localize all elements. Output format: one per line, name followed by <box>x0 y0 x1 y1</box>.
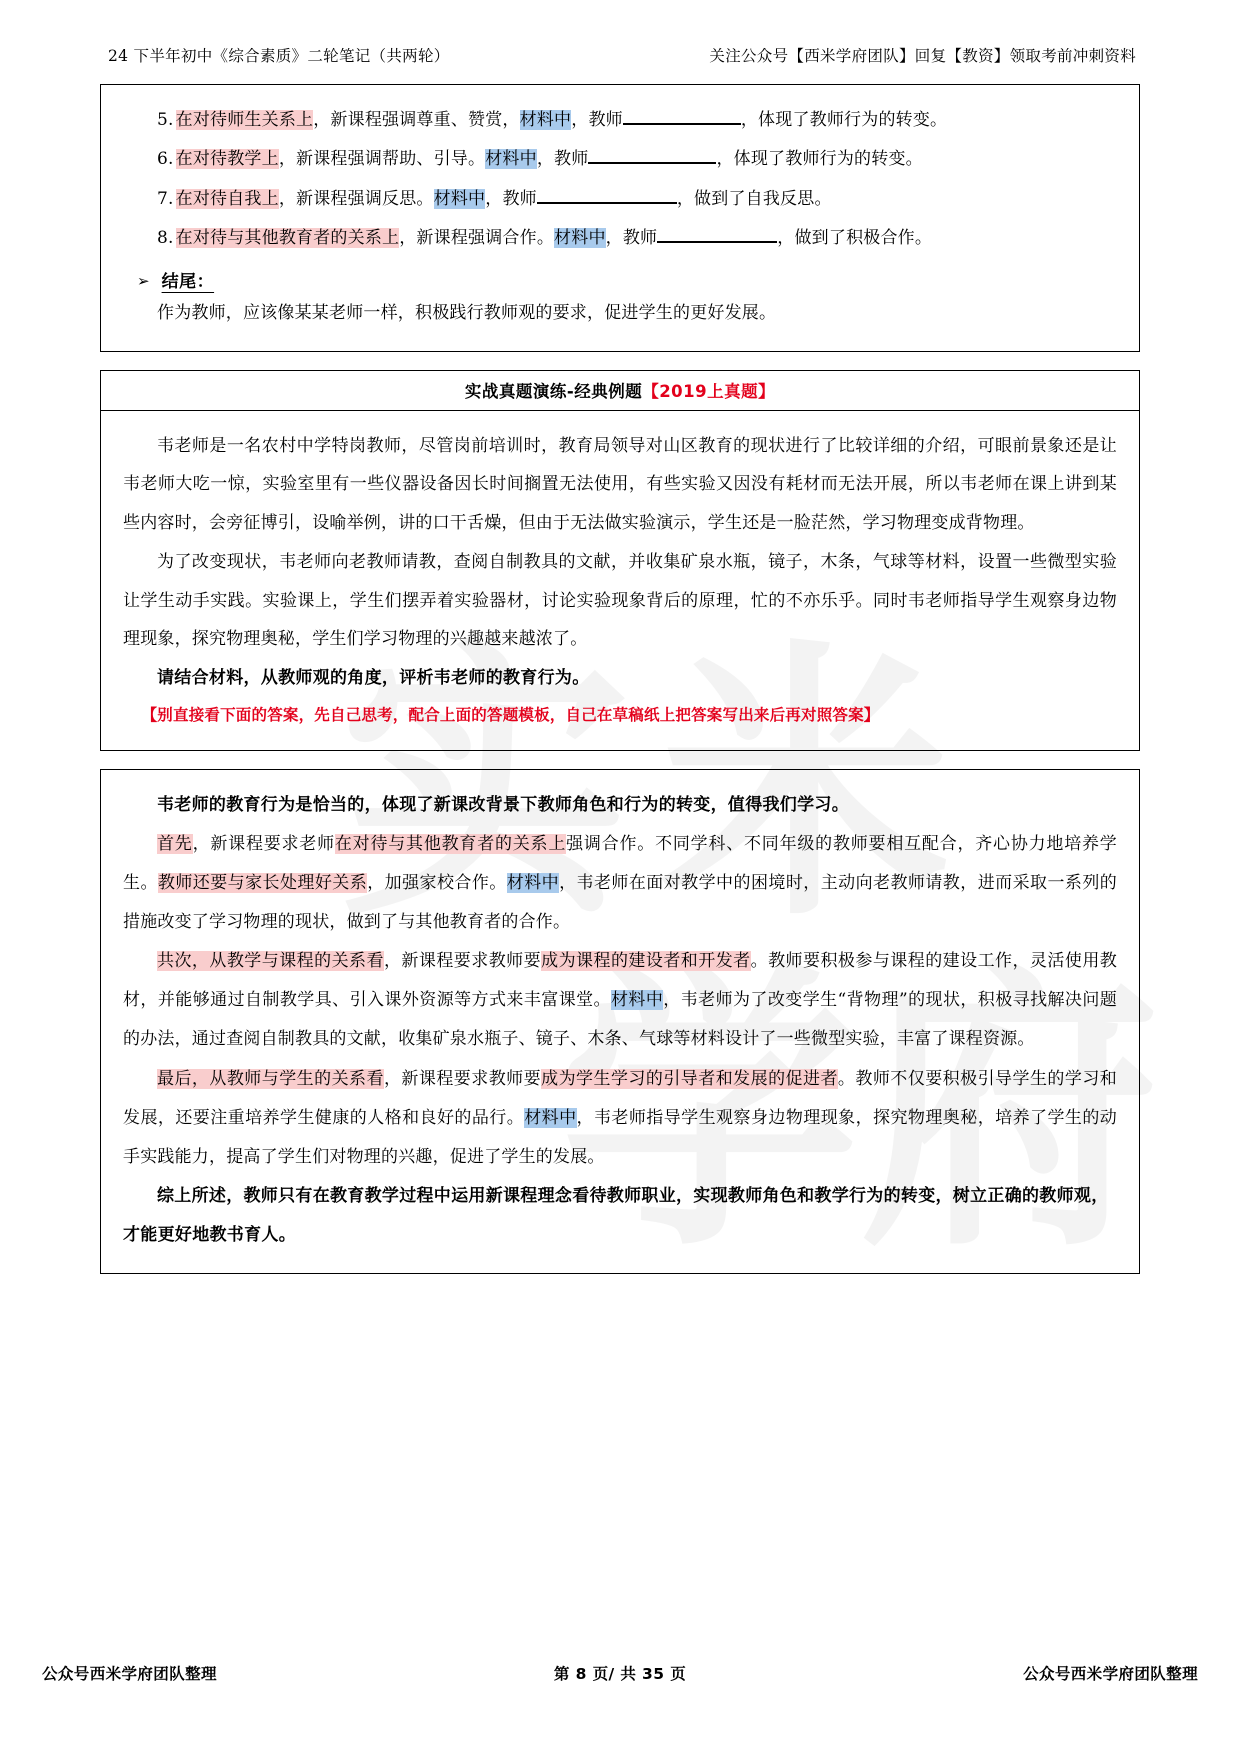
case-paragraph-1: 韦老师是一名农村中学特岗教师，尽管岗前培训时，教育局领导对山区教育的现状进行了比较详细的介绍，可眼前景象还是让韦老师大吃一惊，实验室里有一些仪器设备因长时间搁置无法使用，有些实验又因没有耗材而无法开展，所以韦老师在课上讲到某些内容时，会旁征博引，设喻举例，讲的口干舌燥，但由于无法做实验演示，学生还是一脸茫然，学习物理变成背物理。 <box>123 435 1117 533</box>
item-text-c: ，体现了教师行为的转变。 <box>740 110 948 130</box>
item-text-a: ，新课程强调帮助、引导。 <box>278 149 486 170</box>
item-text-c: ，做到了积极合作。 <box>777 228 933 249</box>
footer-right-credit: 公众号西米学府团队整理 <box>1023 1665 1198 1683</box>
fill-in-blank[interactable] <box>623 123 741 125</box>
ending-section-heading <box>123 267 1117 292</box>
document-page <box>100 0 1140 1274</box>
ending-paragraph: 作为教师，应该像某某老师一样，积极践行教师观的要求，促进学生的更好发展。 <box>157 302 777 323</box>
answer-paragraph-1 <box>123 825 1117 942</box>
case-title-year-badge: 【2019上真题】 <box>642 381 776 401</box>
header-left-title: 24 下半年初中《综合素质》二轮笔记（共两轮） <box>108 47 450 65</box>
item-pink-highlight: 在对待自我上 <box>175 188 279 209</box>
answer-lead-statement: 韦老师的教育行为是恰当的，体现了新课改背景下教师角色和行为的转变，值得我们学习。 <box>157 794 849 815</box>
item-pink-highlight: 在对待师生关系上 <box>175 110 314 130</box>
answer-pink-highlight: 首先 <box>157 833 193 854</box>
template-item-7 <box>123 180 1117 219</box>
item-text-c: ，做到了自我反思。 <box>676 188 832 209</box>
case-question-box <box>100 370 1140 751</box>
item-text-c: ，体现了教师行为的转变。 <box>716 149 923 170</box>
template-item-5 <box>123 101 1117 140</box>
running-footer <box>0 1662 1240 1684</box>
answer-plain-text: ，新课程要求教师要 <box>383 951 542 972</box>
case-title-main: 实战真题演练-经典例题 <box>464 381 643 401</box>
item-blue-highlight: 材料中 <box>554 228 606 249</box>
ending-heading-label: 结尾： <box>161 271 215 292</box>
item-text-b: ，教师 <box>571 110 623 130</box>
answer-plain-text: 。教师要积极参与课程的建设工作，灵活使用教材，并能够通过自制教学具、引入课外资源等方式来丰富课堂。 <box>123 951 1117 1011</box>
answer-pink-highlight: 共次，从教学与课程的关系看 <box>157 951 384 972</box>
case-paragraph-2: 为了改变现状，韦老师向老教师请教，查阅自制教具的文献，并收集矿泉水瓶，镜子，木条，气球等材料，设置一些微型实验让学生动手实践。实验课上，学生们摆弄着实验器材，讨论实验现象背后的原理，忙的不亦乐乎。同时韦老师指导学生观察身边物理现象，探究物理奥秘，学生们学习物理的兴趣越来越浓了。 <box>123 551 1117 650</box>
answer-plain-text: ，韦老师为了改变学生“背物理”的现状，积极寻找解决问题的办法，通过查阅自制教具的文献，收集矿泉水瓶子、镜子、木条、气球等材料设计了一些微型实验，丰富了课程资源。 <box>123 990 1117 1050</box>
answer-paragraph-2 <box>123 942 1117 1059</box>
header-right-promo: 关注公众号【西米学府团队】回复【教资】领取考前冲刺资料 <box>709 47 1136 65</box>
fill-in-blank[interactable] <box>588 162 716 164</box>
template-item-8 <box>123 219 1117 258</box>
fill-in-blank[interactable] <box>657 241 777 243</box>
answer-pink-highlight: 在对待与其他教育者的关系上 <box>334 833 567 854</box>
item-text-a: ，新课程强调反思。 <box>278 188 434 209</box>
case-box-title <box>101 371 1139 411</box>
footer-left-credit: 公众号西米学府团队整理 <box>42 1665 217 1683</box>
item-blue-highlight: 材料中 <box>433 188 486 209</box>
answer-plain-text: ，新课程要求教师要 <box>383 1068 542 1089</box>
answer-paragraph-3 <box>123 1060 1117 1177</box>
item-text-a: ，新课程强调合作。 <box>399 228 555 249</box>
answer-box <box>100 769 1140 1274</box>
case-question-prompt: 请结合材料，从教师观的角度，评析韦老师的教育行为。 <box>157 668 590 688</box>
answer-plain-text: 强调合作。不同学科、不同年级的教师要相互配合，齐心协力地培养学生。 <box>123 833 1117 894</box>
answer-blue-highlight: 材料中 <box>610 990 664 1011</box>
answer-plain-text: ，加强家校合作。 <box>367 873 507 894</box>
item-pink-highlight: 在对待教学上 <box>175 149 279 170</box>
template-item-6 <box>123 140 1117 179</box>
template-box <box>100 84 1140 352</box>
triangle-bullet-icon: ➢ <box>137 271 150 290</box>
item-text-b: ，教师 <box>536 149 589 170</box>
item-text-b: ，教师 <box>605 228 658 249</box>
answer-blue-highlight: 材料中 <box>524 1107 577 1128</box>
answer-pink-highlight: 教师还要与家长处理好关系 <box>157 873 368 894</box>
answer-conclusion: 综上所述，教师只有在教育教学过程中运用新课程理念看待教师职业，实现教师角色和教学行为的转变，树立正确的教师观，才能更好地教书育人。 <box>123 1185 1109 1245</box>
page-number: 第 8 页/ 共 35 页 <box>553 1665 687 1683</box>
answer-plain-text: ，韦老师在面对教学中的困境时，主动向老教师请教，进而采取一系列的措施改变了学习物理的现状，做到了与其他教育者的合作。 <box>123 873 1117 933</box>
item-index: 5. <box>157 110 174 130</box>
item-text-a: ，新课程强调尊重、赞赏， <box>313 110 520 130</box>
item-blue-highlight: 材料中 <box>485 149 537 170</box>
spoiler-warning-text: 【别直接看下面的答案，先自己思考，配合上面的答题模板，自己在草稿纸上把答案写出来后再对照答案】 <box>141 705 880 724</box>
answer-pink-highlight: 最后，从教师与学生的关系看 <box>157 1068 384 1089</box>
answer-plain-text: ，韦老师指导学生观察身边物理现象，探究物理奥秘，培养了学生的动手实践能力，提高了学生们对物理的兴趣，促进了学生的发展。 <box>123 1107 1117 1167</box>
answer-pink-highlight: 成为课程的建设者和开发者 <box>541 951 751 972</box>
item-index: 6. <box>157 149 174 170</box>
item-index: 7. <box>157 188 174 209</box>
item-blue-highlight: 材料中 <box>519 110 572 130</box>
fill-in-blank[interactable] <box>537 202 677 204</box>
answer-blue-highlight: 材料中 <box>506 873 560 894</box>
answer-plain-text: ，新课程要求老师 <box>192 833 335 854</box>
running-header <box>100 44 1140 66</box>
item-text-b: ，教师 <box>485 188 537 209</box>
item-pink-highlight: 在对待与其他教育者的关系上 <box>175 228 400 249</box>
item-index: 8. <box>157 228 174 249</box>
answer-pink-highlight: 成为学生学习的引导者和发展的促进者 <box>541 1068 838 1089</box>
answer-plain-text: 。教师不仅要积极引导学生的学习和发展，还要注重培养学生健康的人格和良好的品行。 <box>123 1068 1117 1128</box>
